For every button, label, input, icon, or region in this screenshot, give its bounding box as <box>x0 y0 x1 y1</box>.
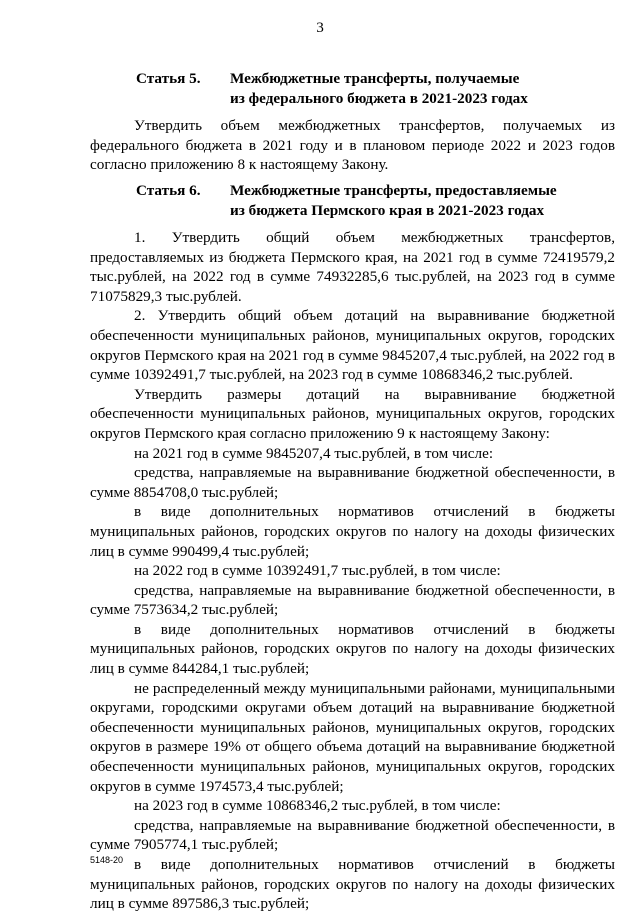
article-6-title-line1: Межбюджетные трансферты, предоставляемые <box>230 182 557 199</box>
paragraph-2: 2. Утвердить общий объем дотаций на выравнивание бюджетной обеспеченности муниципальных районов, муниципальных округов, городских округов Пермского края на 2021 год в сумме 9845207,4 тыс.рублей, на 2022 год в сумме 10392491,7 тыс.рублей, на 2023 год в сумме 10868346,2 тыс.рублей. <box>90 307 615 384</box>
paragraph-5: средства, направляемые на выравнивание бюджетной обеспеченности, в сумме 8854708,0 тыс.рублей; <box>90 464 615 501</box>
paragraph-9: в виде дополнительных нормативов отчислений в бюджеты муниципальных районов, городских округов по налогу на доходы физических лиц в сумме 844284,1 тыс.рублей; <box>90 620 615 678</box>
paragraph-13: в виде дополнительных нормативов отчислений в бюджеты муниципальных районов, городских округов по налогу на доходы физических лиц в сумме 897586,3 тыс.рублей; <box>90 856 615 913</box>
article-6-heading <box>136 181 557 220</box>
article-5-heading <box>136 69 528 108</box>
article-6-title-line2: из бюджета Пермского края в 2021-2023 годах <box>230 201 545 219</box>
paragraph-12: средства, направляемые на выравнивание бюджетной обеспеченности, в сумме 7905774,1 тыс.рублей; <box>90 816 615 854</box>
paragraph-8: средства, направляемые на выравнивание бюджетной обеспеченности, в сумме 7573634,2 тыс.рублей; <box>90 581 615 619</box>
article-6-body <box>90 228 615 914</box>
document-code: 5148-20 <box>90 855 124 865</box>
article-5-title-line1: Межбюджетные трансферты, получаемые <box>230 70 520 87</box>
paragraph-7: на 2022 год в сумме 10392491,7 тыс.рублей, в том числе: <box>134 562 501 580</box>
paragraph-3: Утвердить размеры дотаций на выравнивание бюджетной обеспеченности муниципальных районов, муниципальных округов, городских округов Пермского края согласно приложению 9 к настоящему Закону: <box>90 385 615 442</box>
paragraph-4: на 2021 год в сумме 9845207,4 тыс.рублей, в том числе: <box>134 444 494 462</box>
article-5-label: Статья 5. <box>136 70 201 87</box>
article-5-body <box>90 116 615 175</box>
paragraph-1: 1. Утвердить общий объем межбюджетных трансфертов, предоставляемых из бюджета Пермского края, на 2021 год в сумме 72419579,2 тыс.рублей, на 2022 год в сумме 74932285,6 тыс.рублей, на 2023 год в сумме 71075829,3 тыс.рублей. <box>90 229 615 305</box>
paragraph-6: в виде дополнительных нормативов отчислений в бюджеты муниципальных районов, городских округов по налогу на доходы физических лиц в сумме 990499,4 тыс.рублей; <box>90 503 615 560</box>
paragraph-10: не распределенный между муниципальными районами, муниципальными округами, городскими округами объем дотаций на выравнивание бюджетной обеспеченности муниципальных районов, муниципальных округов, городских округов в размере 19% от общего объема дотаций на выравнивание бюджетной обеспеченности муниципальных районов, муниципальных округов, городских округов в сумме 1974573,4 тыс.рублей; <box>90 679 615 795</box>
article-5-text: Утвердить объем межбюджетных трансфертов, получаемых из федерального бюджета в 2021 году и в плановом периоде 2022 и 2023 годов согласно приложению 8 к настоящему Закону. <box>90 117 615 174</box>
paragraph-11: на 2023 год в сумме 10868346,2 тыс.рублей, в том числе: <box>134 797 501 815</box>
article-5-title-line2: из федерального бюджета в 2021-2023 годах <box>230 89 528 107</box>
article-6-label: Статья 6. <box>136 182 201 199</box>
page-number: 3 <box>316 19 324 36</box>
